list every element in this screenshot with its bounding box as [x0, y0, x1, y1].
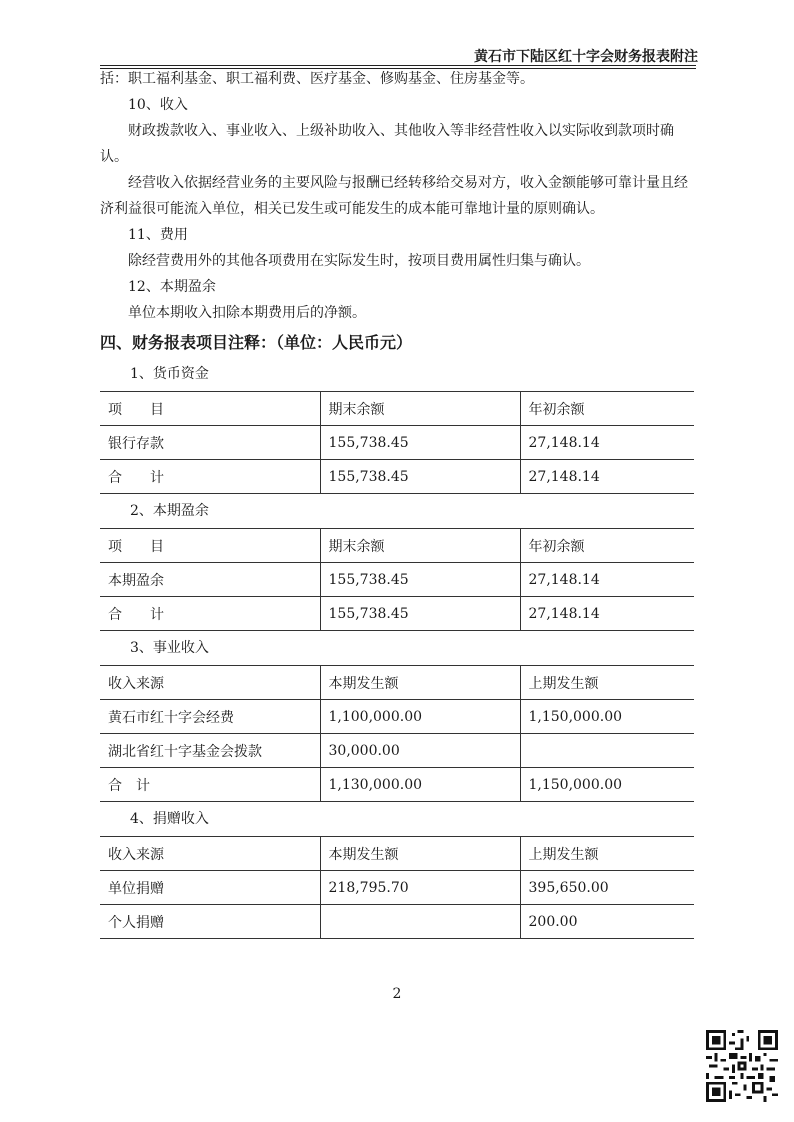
- paragraph-operating-income: 经营收入依据经营业务的主要风险与报酬已经转移给交易对方，收入金额能够可靠计量且经济利益很可能流入单位，相关已发生或可能发生的成本能可靠地计量的原则确认。: [100, 175, 688, 217]
- table-cell: 年初余额: [520, 392, 694, 426]
- table-row: [100, 700, 694, 734]
- paragraph-welfare-funds: 括：职工福利基金、职工福利费、医疗基金、修购基金、住房基金等。: [100, 71, 534, 87]
- table-row: [100, 460, 694, 494]
- table-cell: 合 计: [100, 768, 320, 802]
- table-cell: 个人捐赠: [100, 905, 320, 939]
- table-row: [100, 597, 694, 631]
- table-cell: 期末余额: [320, 529, 520, 563]
- table-cell: 项 目: [100, 529, 320, 563]
- paragraph-surplus: 单位本期收入扣除本期费用后的净额。: [128, 305, 366, 321]
- table-cell: 27,148.14: [520, 597, 694, 631]
- table-cell: 期末余额: [320, 392, 520, 426]
- heading-income: 10、收入: [128, 97, 188, 113]
- paragraph-nonoperating-income: 财政拨款收入、事业收入、上级补助收入、其他收入等非经营性收入以实际收到款项时确认。: [100, 123, 674, 165]
- heading-surplus: 12、本期盈余: [128, 279, 216, 295]
- table-cell: [520, 734, 694, 768]
- table-row: [100, 768, 694, 802]
- table-cell: [320, 905, 520, 939]
- table-title-cash: 1、货币资金: [130, 366, 209, 382]
- table-row: [100, 837, 694, 871]
- table-cell: 合 计: [100, 597, 320, 631]
- table-row: [100, 392, 694, 426]
- table-cell: 黄石市红十字会经费: [100, 700, 320, 734]
- heading-expenses: 11、费用: [128, 227, 188, 243]
- table-cell: 上期发生额: [520, 666, 694, 700]
- document-header-title: 黄石市下陆区红十字会财务报表附注: [474, 49, 698, 65]
- table-cell: 30,000.00: [320, 734, 520, 768]
- table-surplus: [100, 528, 694, 631]
- table-cell: 27,148.14: [520, 563, 694, 597]
- table-cell: 上期发生额: [520, 837, 694, 871]
- table-row: [100, 905, 694, 939]
- table-cell: 单位捐赠: [100, 871, 320, 905]
- table-cell: 200.00: [520, 905, 694, 939]
- table-cell: 本期盈余: [100, 563, 320, 597]
- table-cell: 收入来源: [100, 837, 320, 871]
- page-number: 2: [392, 986, 402, 1002]
- table-donation-income: [100, 836, 694, 939]
- qr-code-icon: [706, 1030, 778, 1102]
- table-cell: 年初余额: [520, 529, 694, 563]
- table-cell: 218,795.70: [320, 871, 520, 905]
- document-body: [100, 66, 694, 939]
- table-row: [100, 666, 694, 700]
- table-cell: 155,738.45: [320, 597, 520, 631]
- table-cell: 155,738.45: [320, 563, 520, 597]
- table-cell: 项 目: [100, 392, 320, 426]
- table-cell: 收入来源: [100, 666, 320, 700]
- table-row: [100, 563, 694, 597]
- table-cash: [100, 391, 694, 494]
- table-cell: 395,650.00: [520, 871, 694, 905]
- table-cell: 1,150,000.00: [520, 700, 694, 734]
- table-cell: 本期发生额: [320, 666, 520, 700]
- paragraph-expenses: 除经营费用外的其他各项费用在实际发生时，按项目费用属性归集与确认。: [128, 253, 590, 269]
- table-cell: 合 计: [100, 460, 320, 494]
- table-cell: 1,100,000.00: [320, 700, 520, 734]
- table-row: [100, 426, 694, 460]
- table-cell: 1,150,000.00: [520, 768, 694, 802]
- section-heading-notes: 四、财务报表项目注释：（单位：人民币元）: [100, 333, 413, 352]
- table-cell: 本期发生额: [320, 837, 520, 871]
- table-title-surplus: 2、本期盈余: [130, 503, 209, 519]
- table-cell: 155,738.45: [320, 426, 520, 460]
- table-row: [100, 734, 694, 768]
- table-title-business-income: 3、事业收入: [130, 640, 209, 656]
- table-title-donation-income: 4、捐赠收入: [130, 811, 209, 827]
- table-business-income: [100, 665, 694, 802]
- table-cell: 银行存款: [100, 426, 320, 460]
- table-cell: 27,148.14: [520, 426, 694, 460]
- table-row: [100, 871, 694, 905]
- table-cell: 1,130,000.00: [320, 768, 520, 802]
- table-cell: 27,148.14: [520, 460, 694, 494]
- table-cell: 155,738.45: [320, 460, 520, 494]
- table-row: [100, 529, 694, 563]
- table-cell: 湖北省红十字基金会拨款: [100, 734, 320, 768]
